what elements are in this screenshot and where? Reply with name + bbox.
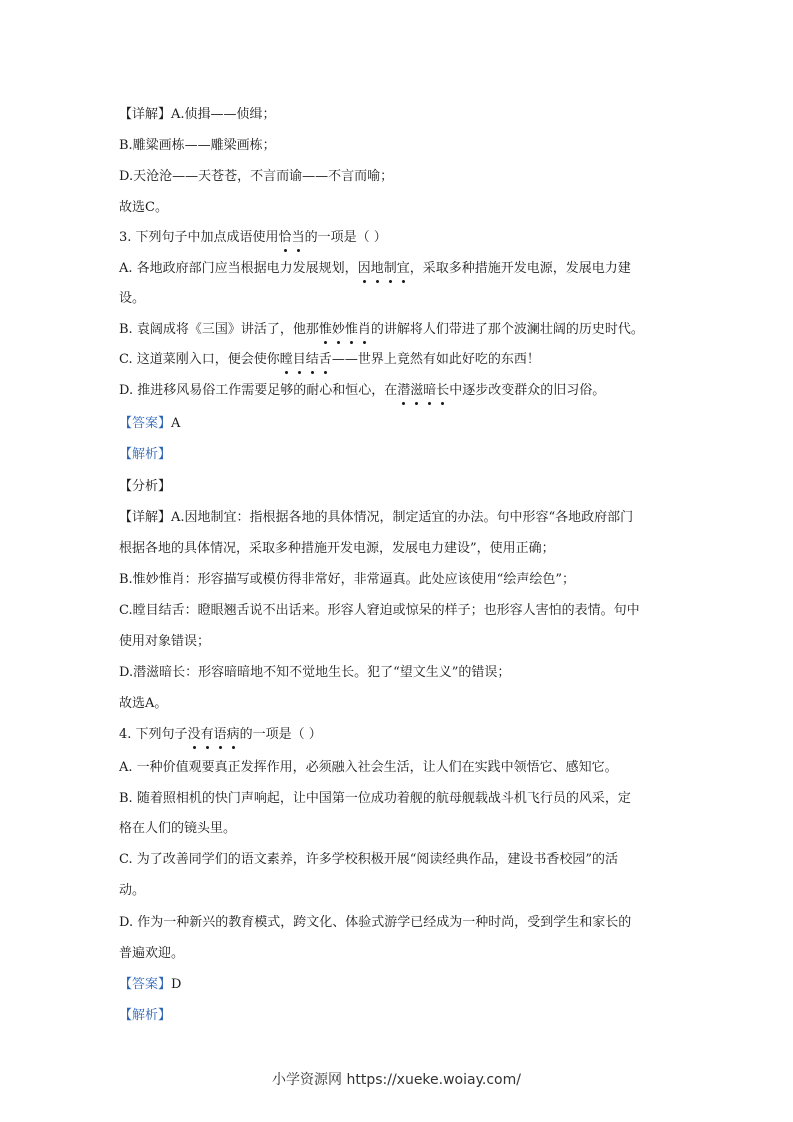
option-4a: A. 一种价值观要真正发挥作用，必须融入社会生活，让人们在实践中领悟它、感知它。 <box>119 760 618 775</box>
detail-3-line-5: 使用对象错误； <box>119 634 211 649</box>
option-4c-cont: 动。 <box>119 883 146 898</box>
option-3a: A. 各地政府部门应当根据电力发展规划，因地制宜，采取多种措施开发电源，发展电力建 <box>119 261 631 276</box>
question-4: 4. 下列句子没有语病的一项是（ ） <box>119 727 322 742</box>
answer-tag: 【答案】 <box>119 977 172 992</box>
detail-3-line-1: 【详解】A.因地制宜：指根据各地的具体情况，制定适宜的办法。句中形容“各地政府部门 <box>119 510 634 525</box>
detail-line-2: B.雕粱画栋——雕梁画栋； <box>119 138 276 153</box>
option-4c: C. 为了改善同学们的语文素养，许多学校积极开展“阅读经典作品，建设书香校园”的活 <box>119 852 619 867</box>
answer-3: 【答案】A <box>119 416 181 431</box>
detail-3-line-7: 故选A。 <box>119 696 168 711</box>
detail-3-line-4: C.瞠目结舌：瞪眼翘舌说不出话来。形容人窘迫或惊呆的样子；也形容人害怕的表情。句中 <box>119 603 640 618</box>
answer-tag: 【答案】 <box>119 416 172 431</box>
answer-4: 【答案】D <box>119 977 182 992</box>
detail-line-1: 【详解】A.侦揖——侦缉； <box>119 107 276 122</box>
option-3d: D. 推进移风易俗工作需要足够的耐心和恒心，在潜滋暗长中逐步改变群众的旧习俗。 <box>119 383 606 398</box>
detail-3-line-2: 根据各地的具体情况，采取多种措施开发电源，发展电力建设”，使用正确； <box>119 541 555 556</box>
question-3: 3. 下列句子中加点成语使用恰当的一项是（ ） <box>119 230 387 245</box>
option-3c: C. 这道菜刚入口，便会使你瞠目结舌——世界上竟然有如此好吃的东西！ <box>119 352 540 367</box>
option-4d: D. 作为一种新兴的教育模式，跨文化、体验式游学已经成为一种时尚，受到学生和家长的 <box>119 915 632 930</box>
option-4d-cont: 普遍欢迎。 <box>119 946 185 961</box>
option-4b-cont: 格在人们的镜头里。 <box>119 821 237 836</box>
detail-3-line-3: B.惟妙惟肖：形容描写或模仿得非常好，非常逼真。此处应该使用“绘声绘色”； <box>119 572 575 587</box>
analysis-tag-2: 【解析】 <box>119 1008 172 1023</box>
option-3b: B. 袁阔成将《三国》讲活了，他那惟妙惟肖的讲解将人们带进了那个波澜壮阔的历史时代。 <box>119 322 644 337</box>
detail-tag: 【详解】 <box>119 107 172 122</box>
option-3a-cont: 设。 <box>119 291 146 306</box>
option-4b: B. 随着照相机的快门声响起，让中国第一位成功着舰的航母舰载战斗机飞行员的风采，定 <box>119 791 631 806</box>
detail-3-line-6: D.潜滋暗长：形容暗暗地不知不觉地生长。犯了“望文生义”的错误； <box>119 665 511 680</box>
detail-line-3: D.天沧沧——天苍苍，不言而谕——不言而喻； <box>119 169 394 184</box>
choice-line: 故选C。 <box>119 200 168 215</box>
fenxi-tag: 【分析】 <box>119 479 172 494</box>
footer-watermark: 小学资源网 https://xueke.woiay.com/ <box>272 1072 521 1088</box>
analysis-tag: 【解析】 <box>119 447 172 462</box>
